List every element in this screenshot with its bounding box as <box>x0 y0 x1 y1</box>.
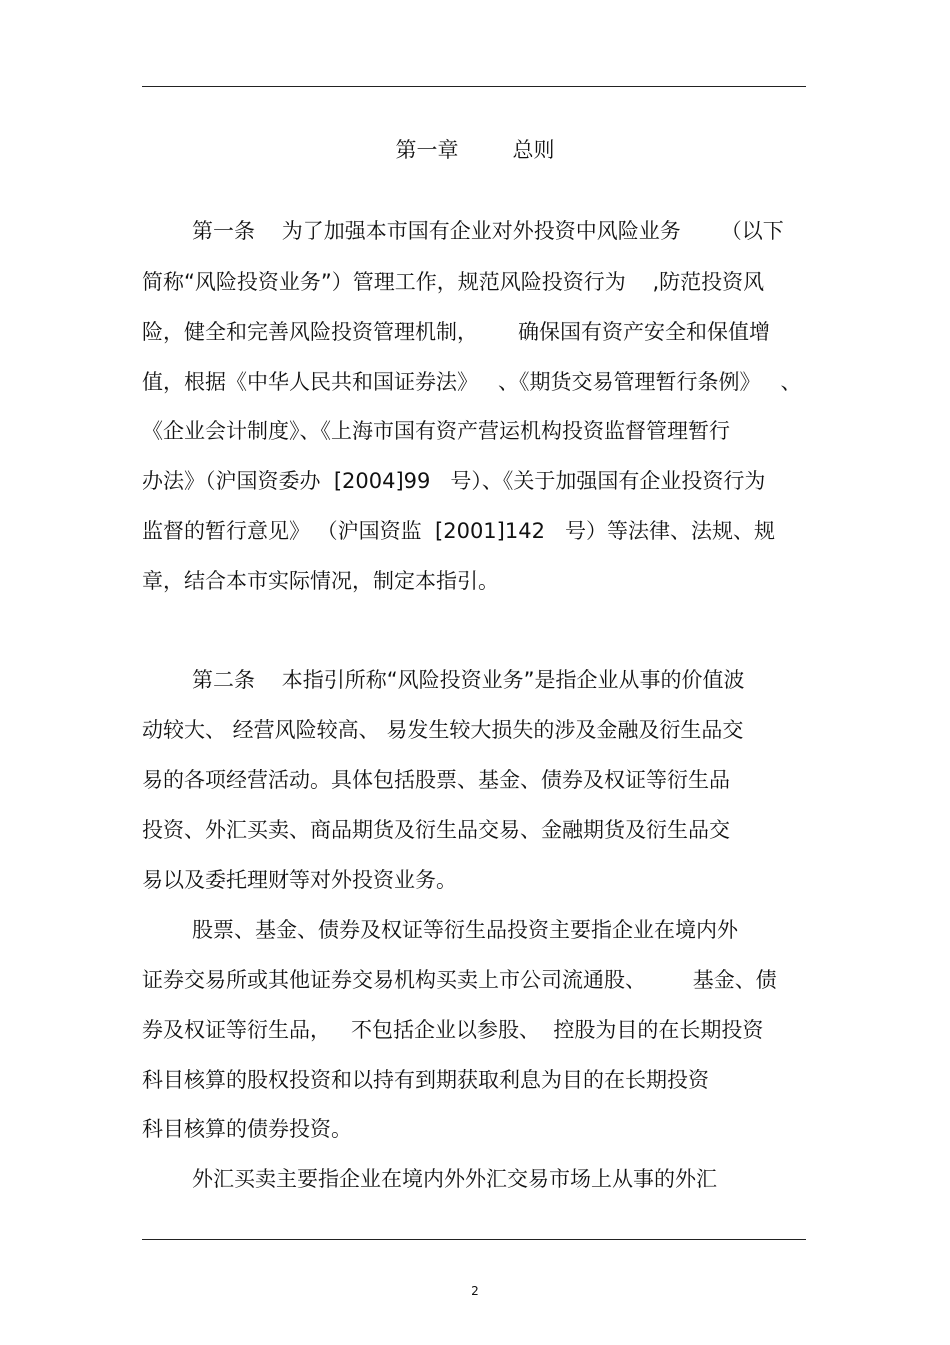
chapter-number: 第一章 <box>395 138 459 162</box>
paragraph-securities-line-4: 科目核算的股权投资和以持有到期获取利息为目的在长期投资 <box>142 1068 709 1092</box>
article-2-line-1: 第二条 本指引所称“风险投资业务”是指企业从事的价值波 <box>192 668 745 692</box>
chapter-title <box>0 135 950 165</box>
header-rule <box>142 86 806 87</box>
article-2-line-3: 易的各项经营活动。具体包括股票、基金、债券及权证等衍生品 <box>142 768 730 792</box>
article-1-line-5: 《企业会计制度》、《上海市国有资产营运机构投资监督管理暂行 <box>142 419 730 443</box>
chapter-name: 总则 <box>512 138 555 162</box>
article-2-line-4: 投资、外汇买卖、商品期货及衍生品交易、金融期货及衍生品交 <box>142 818 730 842</box>
article-1-line-1: 第一条 为了加强本市国有企业对外投资中风险业务 （以下 <box>192 219 784 243</box>
article-1-line-3: 险，健全和完善风险投资管理机制， 确保国有资产安全和保值增 <box>142 320 771 344</box>
article-2-line-5: 易以及委托理财等对外投资业务。 <box>142 868 457 892</box>
paragraph-securities-line-1: 股票、基金、债券及权证等衍生品投资主要指企业在境内外 <box>192 918 738 942</box>
paragraph-securities-line-5: 科目核算的债券投资。 <box>142 1117 352 1141</box>
article-1-line-4: 值，根据《中华人民共和国证券法》 、《期货交易管理暂行条例》 、 <box>142 370 802 394</box>
paragraph-securities-line-3: 券及权证等衍生品， 不包括企业以参股、 控股为目的在长期投资 <box>142 1018 764 1042</box>
article-1-line-2: 简称“风险投资业务”）管理工作，规范风险投资行为 ,防范投资风 <box>142 270 765 294</box>
article-1-line-7: 监督的暂行意见》 （沪国资监 [2001]142 号）等法律、法规、规 <box>142 519 775 543</box>
article-1-line-6: 办法》（沪国资委办 [2004]99 号）、《关于加强国有企业投资行为 <box>142 469 766 493</box>
paragraph-forex-line-1: 外汇买卖主要指企业在境内外外汇交易市场上从事的外汇 <box>192 1167 717 1191</box>
article-2-line-2: 动较大、 经营风险较高、 易发生较大损失的涉及金融及衍生品交 <box>142 718 744 742</box>
paragraph-securities-line-2: 证券交易所或其他证券交易机构买卖上市公司流通股、 基金、债 <box>142 968 777 992</box>
footer-rule <box>142 1239 806 1240</box>
page-number: 2 <box>471 1284 479 1298</box>
article-1-line-8: 章，结合本市实际情况，制定本指引。 <box>142 569 499 593</box>
